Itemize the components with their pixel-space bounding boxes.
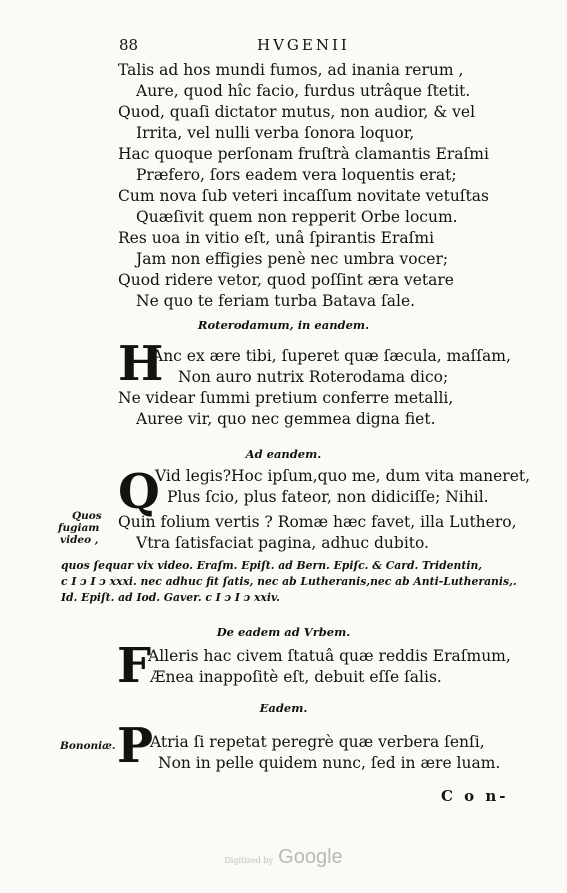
verse-line: Res uoa in vitio eſt, unâ ſpirantis Eraſmi xyxy=(118,229,435,247)
poem-3-opening xyxy=(155,466,530,508)
marginal-note: Bononiæ. xyxy=(60,740,116,752)
verse-line: Hac quoque perſonam fruſtrà clamantis Eraſmi xyxy=(118,145,489,163)
verse-line: Talis ad hos mundi fumos, ad inania rerum , xyxy=(118,61,464,79)
verse-line: Quin folium vertis ? Romæ hæc favet, illa Luthero, xyxy=(118,513,517,531)
verse-line: Vtra ſatisfaciat pagina, adhuc dubito. xyxy=(136,534,429,552)
verse-line: Plus ſcio, plus fateor, non didiciſſe; Nihil. xyxy=(167,488,489,506)
verse-line: Quod ridere vetor, quod poſſint æra vetare xyxy=(118,271,454,289)
verse-line: Aure, quod hîc facio, furdus utrâque ſtetit. xyxy=(136,82,471,100)
page-number: 88 xyxy=(119,36,139,54)
verse-line: Jam non effigies penè nec umbra vocer; xyxy=(136,250,449,268)
citation-note xyxy=(61,558,517,606)
catchword: C o n- xyxy=(441,787,509,805)
verse-line: Quæſivit quem non repperit Orbe locum. xyxy=(136,208,458,226)
verse-line: Ne videar ſummi pretium conferre metalli, xyxy=(118,389,454,407)
drop-capital: F xyxy=(117,638,152,694)
verse-line: Irrita, vel nulli verba ſonora loquor, xyxy=(136,124,415,142)
running-head xyxy=(119,36,449,56)
verse-line: Atria ſi repetat peregrè quæ verbera ſenſi, xyxy=(150,733,485,751)
poem-1 xyxy=(118,60,489,312)
verse-line: Præfero, ſors eadem vera loquentis erat; xyxy=(136,166,457,184)
verse-line: Ænea inappoſitè eſt, debuit eſſe ſalis. xyxy=(150,668,442,686)
drop-capital: Q xyxy=(118,464,160,520)
section-heading: Roterodamum, in eandem. xyxy=(197,318,370,332)
marginal-note-line: fugiam xyxy=(58,522,100,534)
section-heading: De eadem ad Vrbem. xyxy=(216,625,351,639)
verse-line: Alleris hac civem ſtatuâ quæ reddis Eraſmum, xyxy=(148,647,511,665)
citation-line: c I ɔ I ɔ xxxi. nec adhuc fit ſatis, nec ab Lutheranis,nec ab Anti-Lutheranis,. xyxy=(61,575,517,588)
poem-3-rest xyxy=(118,512,517,554)
drop-capital: H xyxy=(118,336,164,392)
running-title: HVGENII xyxy=(257,36,350,54)
poem-2-opening xyxy=(152,346,511,388)
section-heading: Eadem. xyxy=(259,701,308,715)
drop-capital: P xyxy=(117,718,154,774)
watermark-prefix: Digitized by xyxy=(224,856,274,865)
verse-line: Quod, quaſi dictator mutus, non audior, & vel xyxy=(118,103,476,121)
digitized-watermark xyxy=(0,846,567,869)
verse-line: Anc ex ære tibi, ſuperet quæ ſæcula, maſſam, xyxy=(152,347,511,365)
marginal-note-line: video , xyxy=(60,534,99,546)
marginal-note xyxy=(58,510,102,546)
verse-line: Non in pelle quidem nunc, ſed in ære luam. xyxy=(158,754,501,772)
verse-line: Vid legis?Hoc ipſum,quo me, dum vita maneret, xyxy=(155,467,531,485)
poem-5 xyxy=(150,732,500,774)
citation-line: quos ſequar vix video. Eraſm. Epiſt. ad Bern. Epiſc. & Card. Tridentin, xyxy=(61,559,483,572)
verse-line: Cum nova ſub veteri incaſſum novitate vetuſtas xyxy=(118,187,489,205)
poem-4 xyxy=(148,646,511,688)
google-logo: Google xyxy=(278,846,343,868)
citation-line: Id. Epiſt. ad Iod. Gaver. c I ɔ I ɔ xxiv. xyxy=(61,591,280,604)
section-heading: Ad eandem. xyxy=(245,447,322,461)
verse-line: Non auro nutrix Roterodama dico; xyxy=(178,368,449,386)
verse-line: Auree vir, quo nec gemmea digna fiet. xyxy=(136,410,436,428)
verse-line: Ne quo te feriam turba Batava ſale. xyxy=(136,292,416,310)
marginal-note-line: Quos xyxy=(72,510,102,522)
poem-2-rest xyxy=(118,388,453,430)
